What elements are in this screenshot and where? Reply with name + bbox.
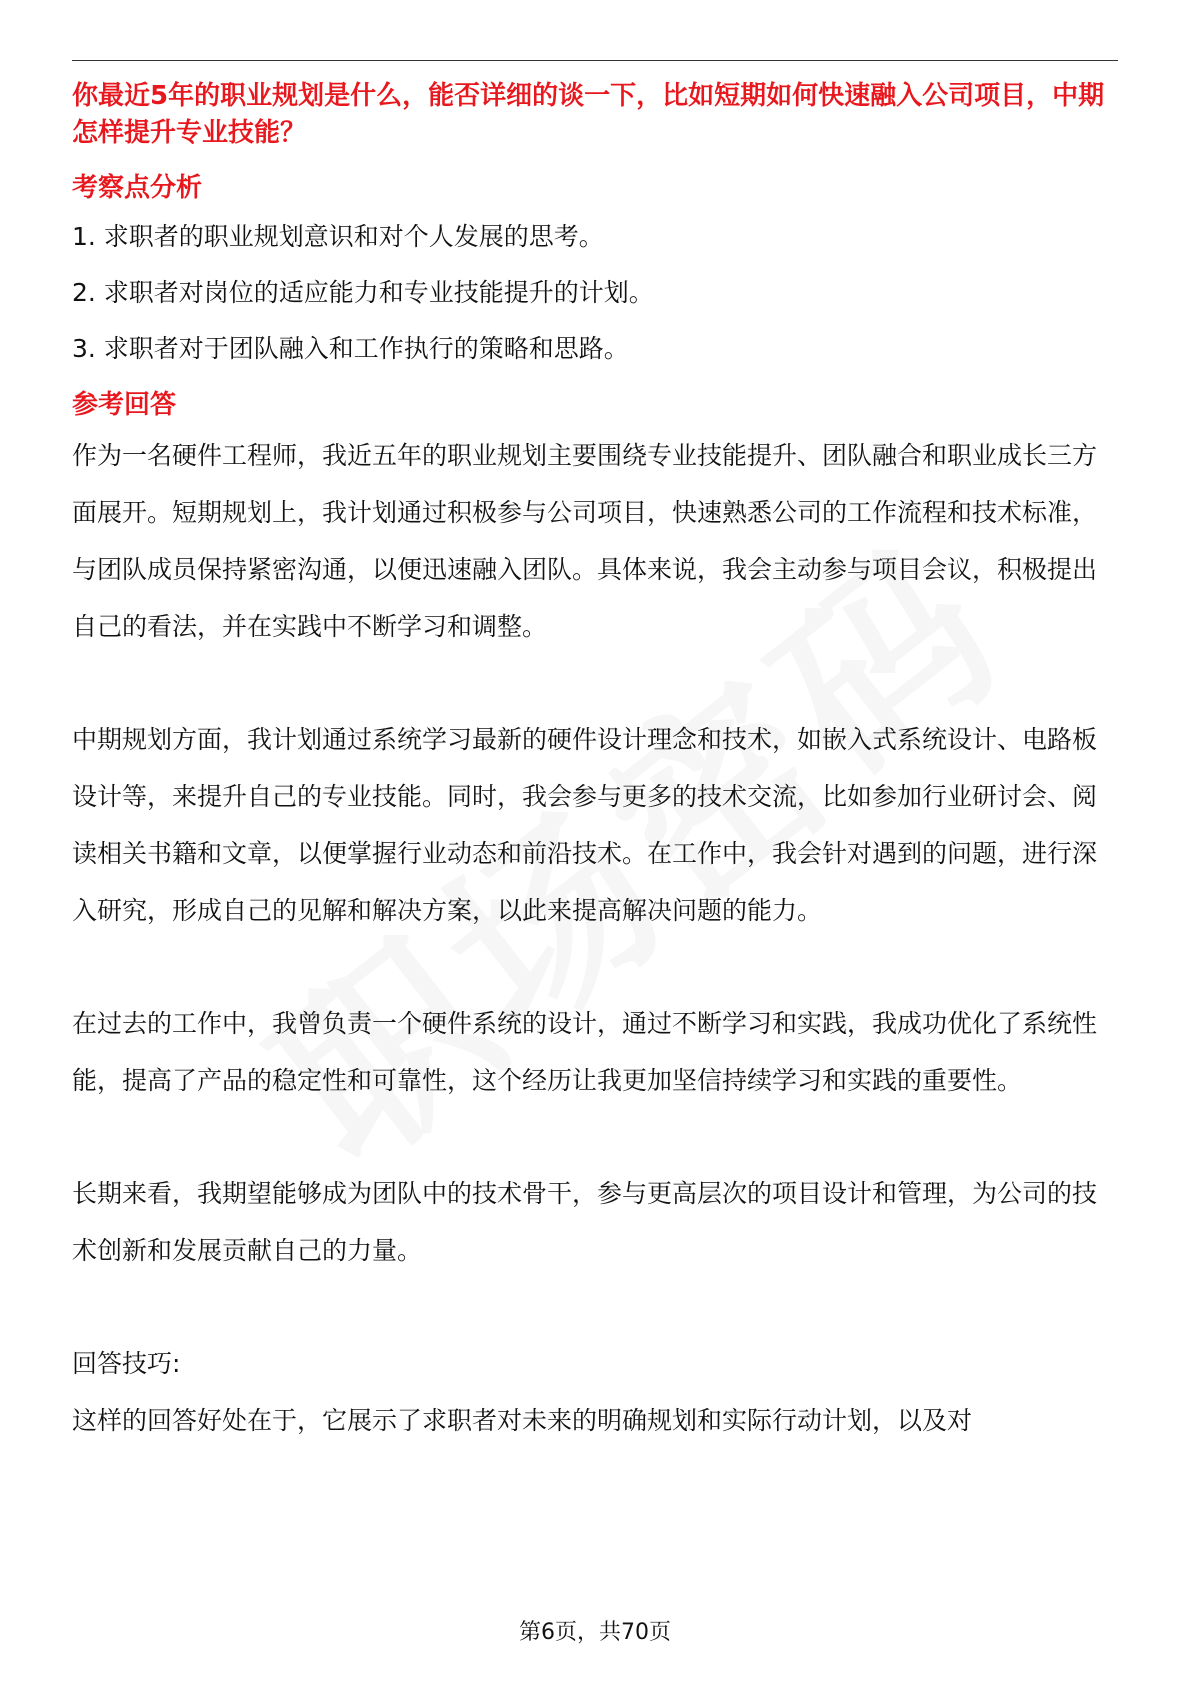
- tips-text: 这样的回答好处在于，它展示了求职者对未来的明确规划和实际行动计划，以及对: [72, 1406, 973, 1435]
- page-number: 第6页，共70页: [519, 1620, 671, 1645]
- header-rule: [72, 60, 1118, 61]
- page-content: [72, 78, 1118, 1449]
- analysis-heading: 考察点分析: [72, 173, 203, 203]
- analysis-item: 3. 求职者对于团队融入和工作执行的策略和思路。: [72, 334, 629, 363]
- analysis-item: 1. 求职者的职业规划意识和对个人发展的思考。: [72, 222, 604, 251]
- tips-label: 回答技巧:: [72, 1349, 181, 1378]
- answer-heading: 参考回答: [72, 390, 177, 420]
- analysis-list: [72, 219, 1118, 366]
- analysis-item: 2. 求职者对岗位的适应能力和专业技能提升的计划。: [72, 278, 654, 307]
- answer-paragraph: 长期来看，我期望能够成为团队中的技术骨干，参与更高层次的项目设计和管理，为公司的技术创新和发展贡献自己的力量。: [72, 1179, 1098, 1265]
- answer-paragraph: 在过去的工作中，我曾负责一个硬件系统的设计，通过不断学习和实践，我成功优化了系统性能，提高了产品的稳定性和可靠性，这个经历让我更加坚信持续学习和实践的重要性。: [72, 1009, 1098, 1095]
- answer-paragraph: 中期规划方面，我计划通过系统学习最新的硬件设计理念和技术，如嵌入式系统设计、电路板设计等，来提升自己的专业技能。同时，我会参与更多的技术交流，比如参加行业研讨会、阅读相关书籍和文章，以便掌握行业动态和前沿技术。在工作中，我会针对遇到的问题，进行深入研究，形成自己的见解和解决方案，以此来提高解决问题的能力。: [72, 725, 1098, 925]
- interview-question: 你最近5年的职业规划是什么，能否详细的谈一下，比如短期如何快速融入公司项目，中期怎样提升专业技能？: [72, 81, 1105, 148]
- answer-paragraph: 作为一名硬件工程师，我近五年的职业规划主要围绕专业技能提升、团队融合和职业成长三方面展开。短期规划上，我计划通过积极参与公司项目，快速熟悉公司的工作流程和技术标准，与团队成员保持紧密沟通，以便迅速融入团队。具体来说，我会主动参与项目会议，积极提出自己的看法，并在实践中不断学习和调整。: [72, 441, 1098, 641]
